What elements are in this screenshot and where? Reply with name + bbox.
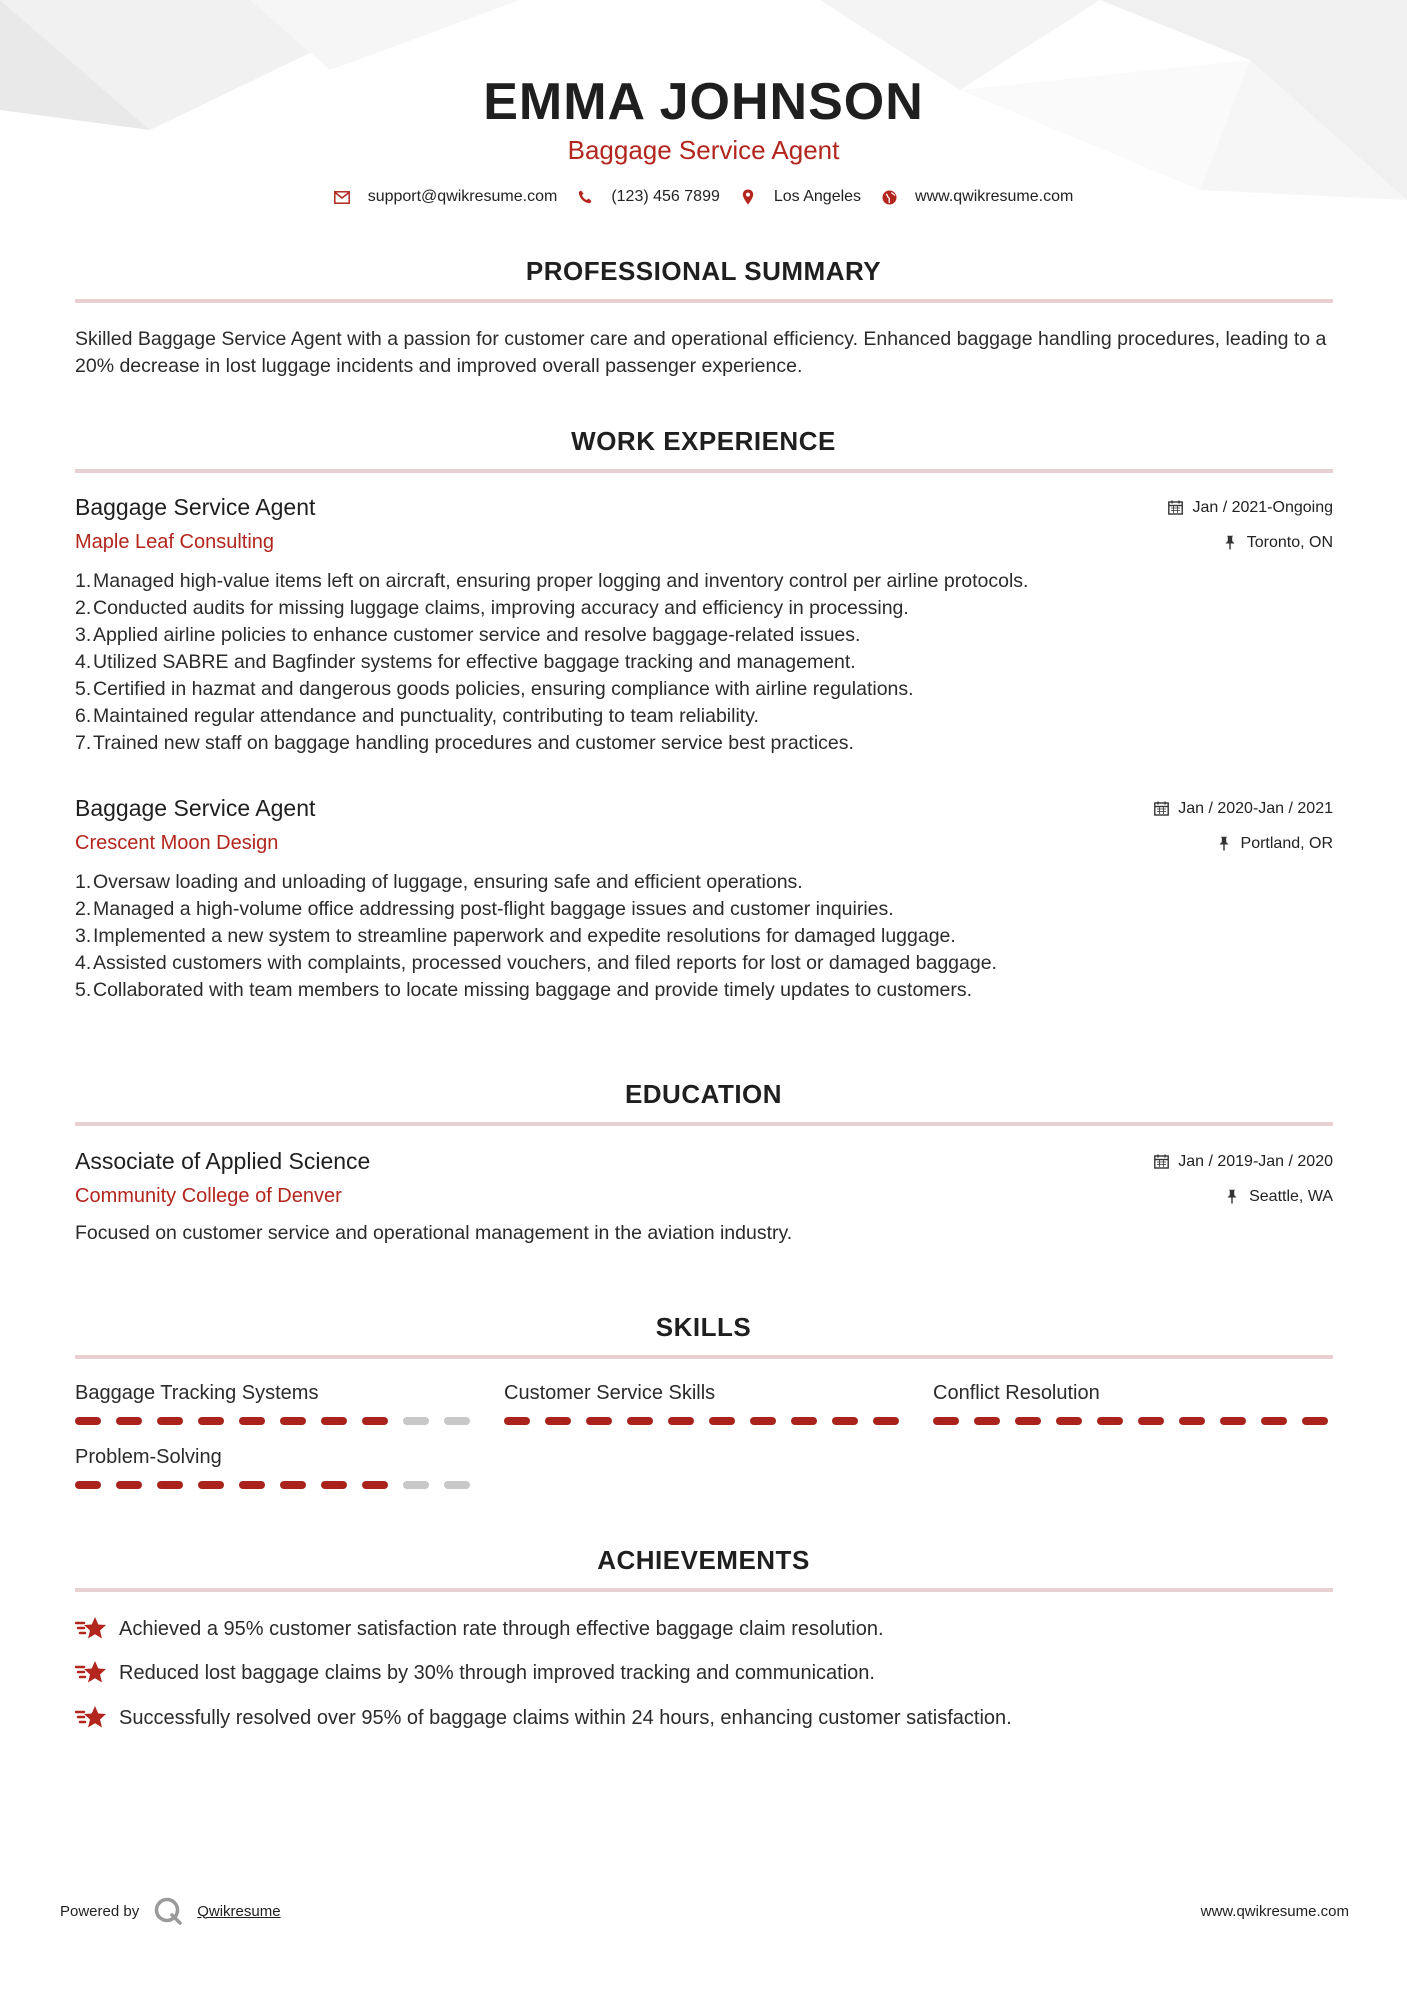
pushpin-icon [1216, 836, 1232, 852]
skill-dash-filled [1220, 1417, 1246, 1425]
summary-heading: PROFESSIONAL SUMMARY [525, 256, 882, 286]
powered-by [60, 1896, 281, 1926]
skill-dash-filled [280, 1417, 306, 1425]
achievement-text: Successfully resolved over 95% of baggage claims within 24 hours, enhancing customer satisfaction. [119, 1706, 1012, 1729]
calendar-icon [1153, 1154, 1169, 1170]
job-location-text: Portland, OR [1240, 834, 1333, 852]
list-item: 7. Trained new staff on baggage handling procedures and customer service best practices. [75, 732, 854, 754]
skill-dash-filled [832, 1417, 858, 1425]
skill-dash-filled [873, 1417, 899, 1425]
education-location [1224, 1188, 1333, 1206]
achievement-item [75, 1615, 1333, 1643]
skill-dash-filled [1015, 1417, 1041, 1425]
education-heading: EDUCATION [624, 1079, 783, 1109]
skill-dash-filled [668, 1417, 694, 1425]
star-icon [75, 1659, 107, 1687]
qwikresume-logo-icon [153, 1896, 183, 1926]
skill-level-bar [75, 1417, 475, 1425]
experience-divider [75, 469, 1333, 473]
star-icon [75, 1615, 107, 1643]
skill-dash-filled [75, 1481, 101, 1489]
achievement-text: Reduced lost baggage claims by 30% through improved tracking and communication. [119, 1661, 875, 1684]
list-item: 4. Utilized SABRE and Bagfinder systems for effective baggage tracking and management. [75, 651, 856, 673]
skill-dash-filled [1056, 1417, 1082, 1425]
skill-dash-filled [504, 1417, 530, 1425]
skill-dash-empty [444, 1417, 470, 1425]
skill-item [75, 1382, 475, 1425]
skill-item [933, 1382, 1333, 1425]
skill-dash-filled [1302, 1417, 1328, 1425]
skill-dash-filled [116, 1417, 142, 1425]
skill-dash-filled [198, 1481, 224, 1489]
experience-heading: WORK EXPERIENCE [571, 426, 836, 456]
job-dates [1153, 800, 1333, 818]
summary-divider [75, 299, 1333, 303]
education-location-text: Seattle, WA [1249, 1187, 1333, 1205]
calendar-icon [1153, 801, 1169, 817]
job-dates-text: Jan / 2021-Ongoing [1192, 498, 1333, 516]
powered-by-label: Powered by [60, 1902, 140, 1920]
list-item: 5. Collaborated with team members to locate missing baggage and provide timely updates to customers. [75, 979, 973, 1001]
education-degree: Associate of Applied Science [75, 1148, 371, 1174]
education-divider [75, 1122, 1333, 1126]
pushpin-icon [1222, 535, 1238, 551]
list-item: 3. Applied airline policies to enhance customer service and resolve baggage-related issues. [75, 624, 861, 646]
skill-level-bar [933, 1417, 1333, 1425]
qwikresume-link[interactable]: Qwikresume [197, 1902, 281, 1920]
achievements-heading: ACHIEVEMENTS [597, 1545, 810, 1575]
education-school: Community College of Denver [75, 1185, 342, 1207]
candidate-title: Baggage Service Agent [567, 135, 840, 165]
contact-phone-text: (123) 456 7899 [611, 188, 720, 205]
contact-location [740, 188, 861, 206]
education-dates-text: Jan / 2019-Jan / 2020 [1178, 1152, 1333, 1170]
phone-icon [577, 189, 593, 205]
skill-dash-filled [750, 1417, 776, 1425]
skill-dash-empty [403, 1481, 429, 1489]
contact-email-text: support@qwikresume.com [367, 188, 558, 205]
job-entry-1 [75, 494, 1333, 757]
skill-dash-filled [586, 1417, 612, 1425]
job-company: Maple Leaf Consulting [75, 531, 275, 553]
education-entry [75, 1148, 1333, 1247]
skill-dash-filled [239, 1417, 265, 1425]
star-icon [75, 1704, 107, 1732]
list-item: 1. Oversaw loading and unloading of luggage, ensuring safe and efficient operations. [75, 871, 803, 893]
skill-dash-filled [545, 1417, 571, 1425]
job-entry-2 [75, 795, 1333, 1004]
pushpin-icon [1224, 1189, 1240, 1205]
contact-bar [0, 188, 1407, 206]
skill-dash-empty [403, 1417, 429, 1425]
job-role: Baggage Service Agent [75, 795, 316, 821]
footer [60, 1896, 1349, 1926]
job-role: Baggage Service Agent [75, 494, 316, 520]
job-location [1222, 534, 1333, 552]
achievement-text: Achieved a 95% customer satisfaction rate through effective baggage claim resolution. [119, 1617, 884, 1640]
skill-dash-filled [1138, 1417, 1164, 1425]
skill-dash-filled [321, 1417, 347, 1425]
job-bullets [75, 568, 1333, 757]
skill-item [75, 1446, 475, 1489]
candidate-name: EMMA JOHNSON [483, 73, 924, 131]
skill-dash-filled [157, 1417, 183, 1425]
skill-dash-filled [933, 1417, 959, 1425]
skill-name: Baggage Tracking Systems [75, 1382, 319, 1404]
contact-phone[interactable] [577, 188, 720, 206]
skill-dash-empty [444, 1481, 470, 1489]
footer-url[interactable]: www.qwikresume.com [1200, 1902, 1349, 1920]
skill-level-bar [504, 1417, 904, 1425]
skill-name: Customer Service Skills [504, 1382, 716, 1404]
contact-website-text: www.qwikresume.com [915, 188, 1074, 205]
skill-dash-filled [198, 1417, 224, 1425]
job-company: Crescent Moon Design [75, 832, 279, 854]
job-dates-text: Jan / 2020-Jan / 2021 [1178, 799, 1333, 817]
skill-dash-filled [974, 1417, 1000, 1425]
list-item: 4. Assisted customers with complaints, processed vouchers, and filed reports for lost or damaged baggage. [75, 952, 997, 974]
skill-dash-filled [1179, 1417, 1205, 1425]
skill-dash-filled [321, 1481, 347, 1489]
contact-location-text: Los Angeles [773, 188, 862, 205]
list-item: 3. Implemented a new system to streamline paperwork and expedite resolutions for damaged luggage. [75, 925, 956, 947]
skill-dash-filled [1097, 1417, 1123, 1425]
skill-dash-filled [75, 1417, 101, 1425]
calendar-icon [1167, 500, 1183, 516]
education-dates [1153, 1153, 1333, 1171]
list-item: 2. Managed a high-volume office addressing post-flight baggage issues and customer inquiries. [75, 898, 894, 920]
map-pin-icon [740, 189, 756, 205]
achievement-item [75, 1704, 1333, 1732]
job-bullets [75, 869, 1333, 1004]
skill-dash-filled [157, 1481, 183, 1489]
contact-website[interactable] [881, 188, 1073, 206]
skills-heading: SKILLS [655, 1312, 752, 1342]
summary-text: Skilled Baggage Service Agent with a passion for customer care and operational efficiency. Enhanced baggage handling procedures, leading to a 20% decrease in lost luggage incidents and improved overall passenger experience. [75, 328, 1327, 377]
skill-dash-filled [627, 1417, 653, 1425]
list-item: 2. Conducted audits for missing luggage claims, improving accuracy and efficiency in processing. [75, 597, 909, 619]
skill-name: Conflict Resolution [933, 1382, 1100, 1404]
education-description: Focused on customer service and operational management in the aviation industry. [75, 1222, 793, 1244]
skill-item [504, 1382, 904, 1425]
globe-icon [881, 189, 897, 205]
job-dates [1167, 499, 1333, 517]
skill-level-bar [75, 1481, 475, 1489]
skill-dash-filled [1261, 1417, 1287, 1425]
list-item: 1. Managed high-value items left on aircraft, ensuring proper logging and inventory control per airline protocols. [75, 570, 1029, 592]
envelope-icon [334, 189, 350, 205]
contact-email[interactable] [334, 188, 558, 206]
list-item: 6. Maintained regular attendance and punctuality, contributing to team reliability. [75, 705, 759, 727]
job-location-text: Toronto, ON [1246, 533, 1333, 551]
skill-dash-filled [709, 1417, 735, 1425]
achievement-item [75, 1659, 1333, 1687]
job-location [1216, 835, 1333, 853]
skill-name: Problem-Solving [75, 1446, 222, 1468]
skills-divider [75, 1355, 1333, 1359]
skill-dash-filled [116, 1481, 142, 1489]
skill-dash-filled [280, 1481, 306, 1489]
skill-dash-filled [239, 1481, 265, 1489]
skill-dash-filled [362, 1481, 388, 1489]
skill-dash-filled [791, 1417, 817, 1425]
achievements-divider [75, 1588, 1333, 1592]
list-item: 5. Certified in hazmat and dangerous goods policies, ensuring compliance with airline regulations. [75, 678, 914, 700]
skill-dash-filled [362, 1417, 388, 1425]
